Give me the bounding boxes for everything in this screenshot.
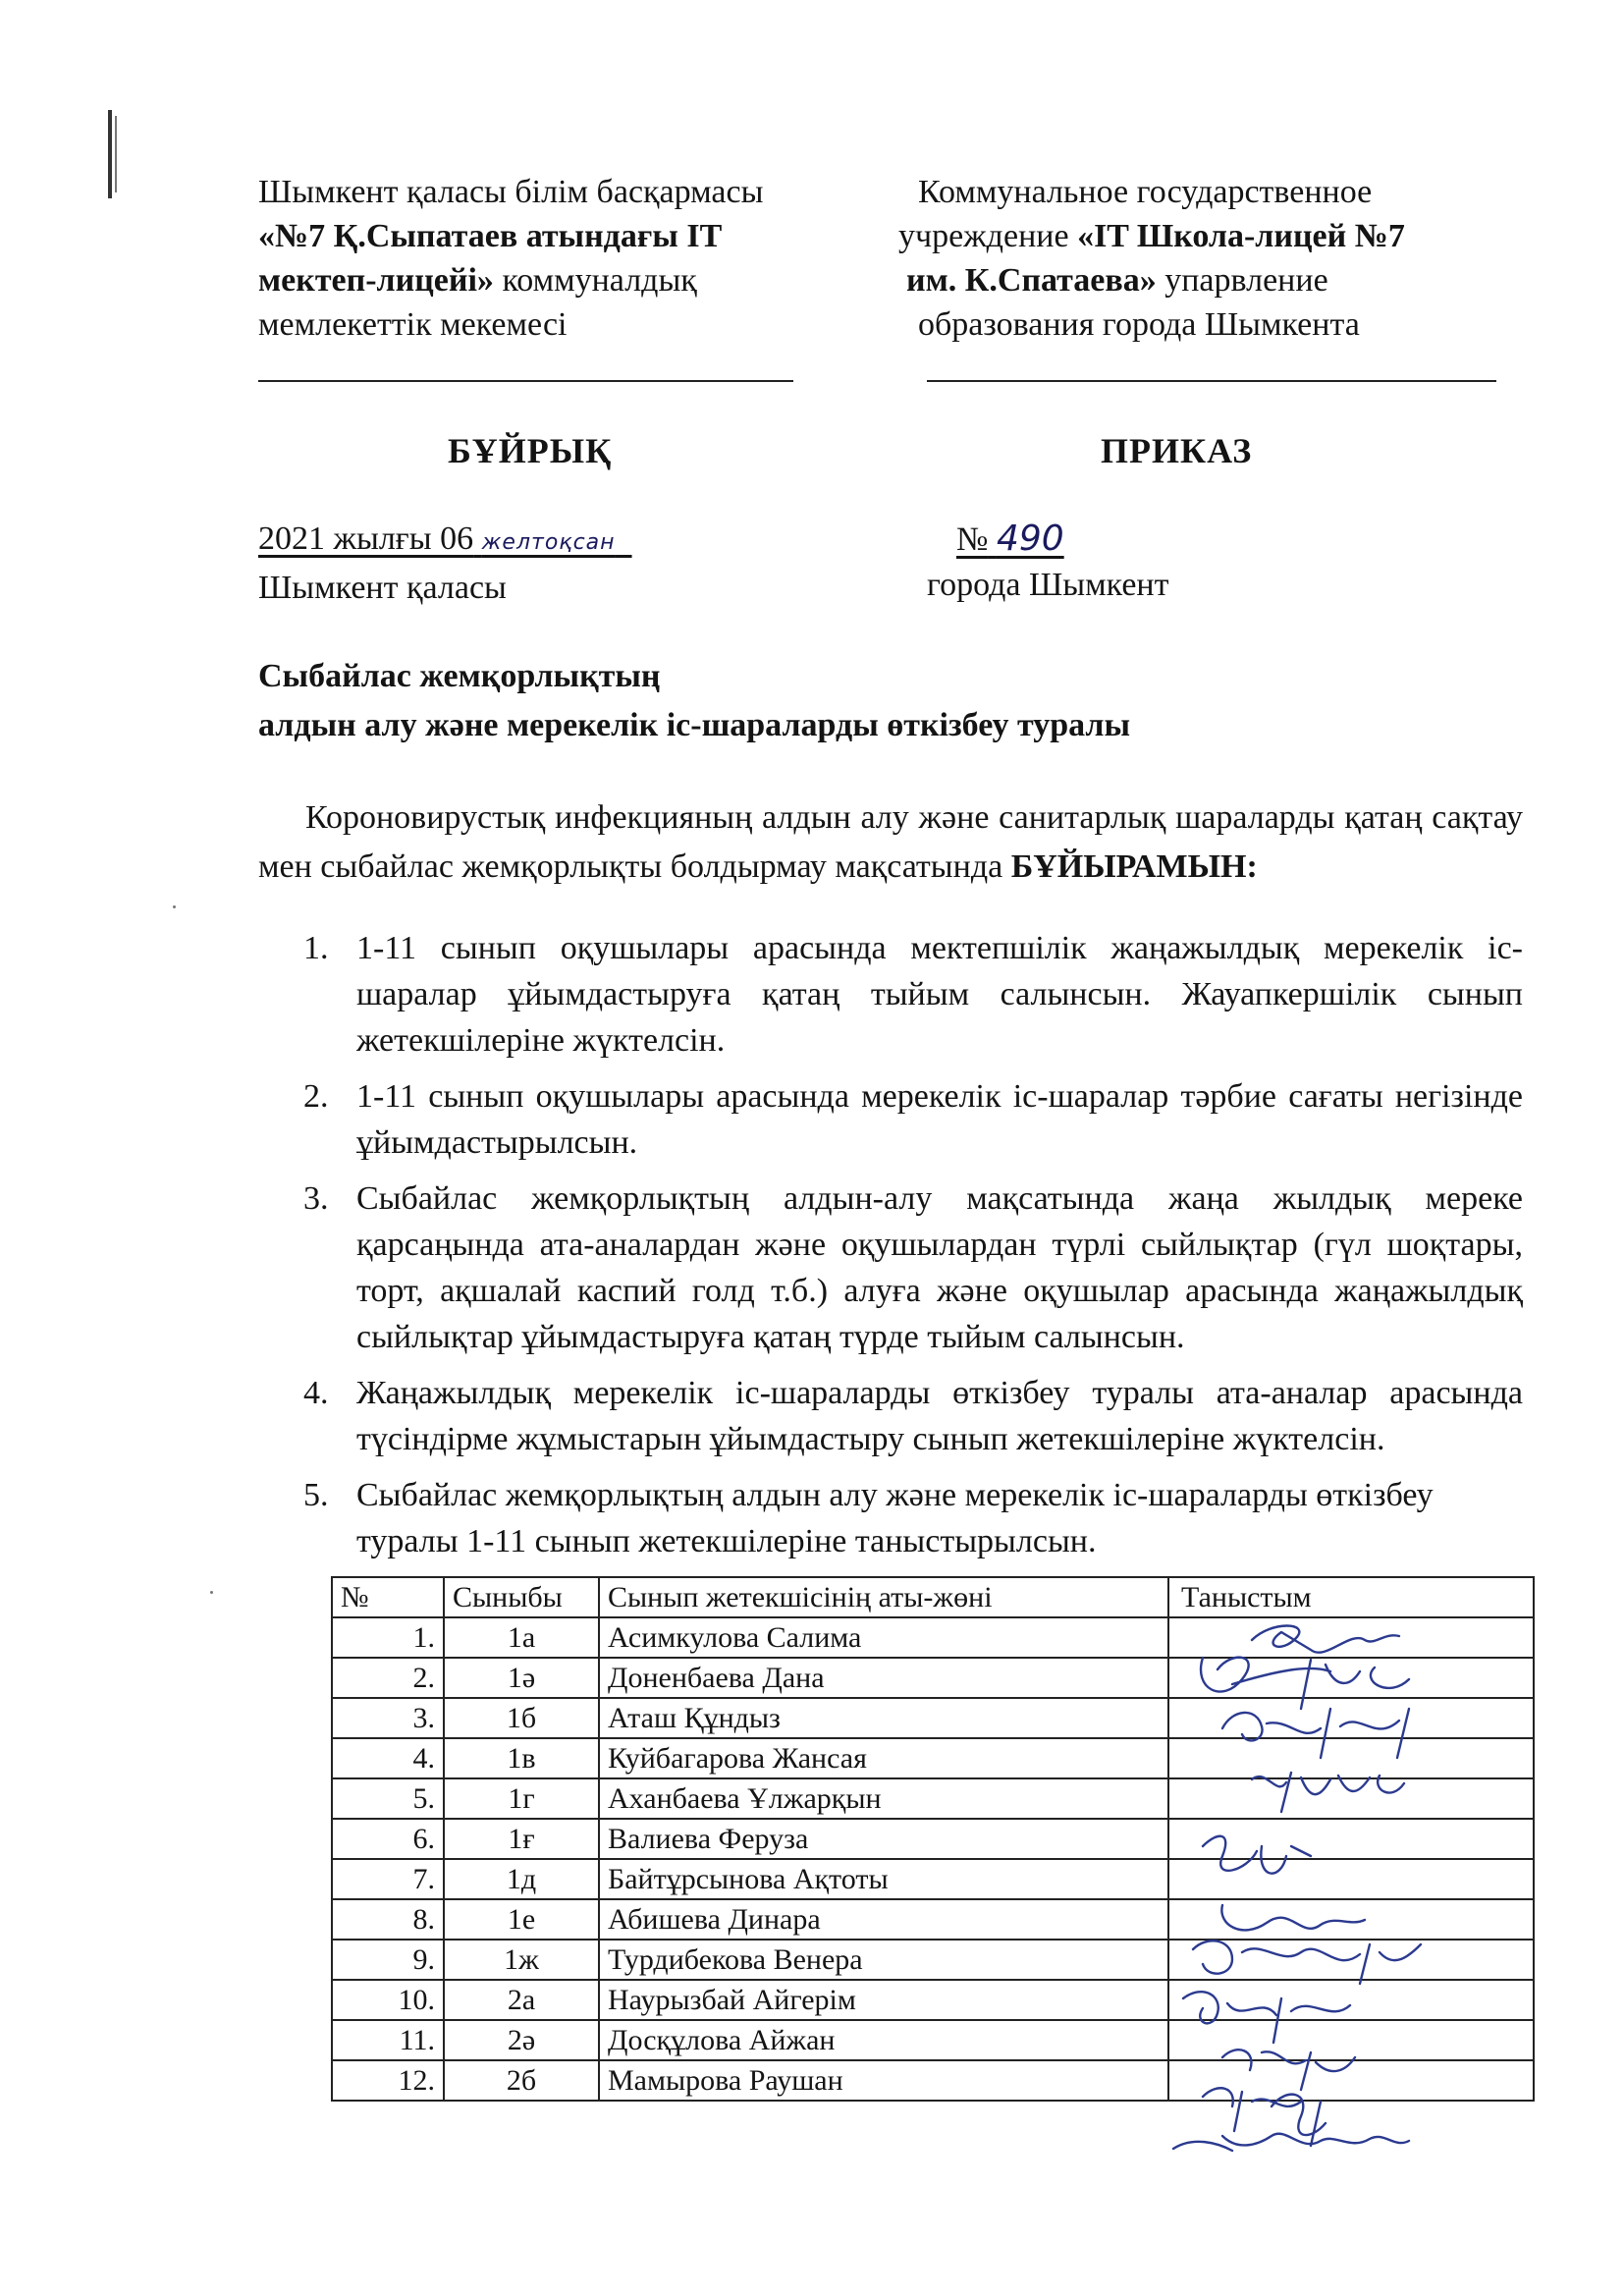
order-title-russian: ПРИКАЗ — [1101, 431, 1253, 470]
column-header-number: № — [332, 1577, 444, 1617]
order-item-number: 2. — [303, 1078, 329, 1115]
row-teacher: Турдибекова Венера — [599, 1940, 1168, 1980]
signature-7 — [1193, 1941, 1421, 1984]
signature-4 — [1252, 1773, 1404, 1812]
signature-5 — [1203, 1836, 1311, 1874]
order-date-block — [258, 517, 632, 611]
order-title-kazakh: БҰЙРЫҚ — [448, 431, 613, 470]
row-number: 6. — [332, 1819, 444, 1859]
row-class: 1ж — [444, 1940, 599, 1980]
order-date — [258, 517, 632, 566]
header-kz-school-name-end: мектеп-лицейі» — [258, 262, 494, 299]
subject-line2: алдын алу және мерекелік іс-шараларды өткізбеу туралы — [258, 707, 1131, 743]
order-item-number: 1. — [303, 930, 329, 966]
order-item-text: 1-11 сынып оқушылары арасында мерекелік іс-шаралар тәрбие сағаты негізінде ұйымдастырылсын. — [356, 1078, 1523, 1161]
order-item-text: 1-11 сынып оқушылары арасында мектепшілік жаңажылдық мерекелік іс-шаралар ұйымдастыруға қатаң тыйым салынсын. Жауапкершілік сынып жетекшілеріне жүктелсін. — [356, 930, 1523, 1059]
row-number: 7. — [332, 1859, 444, 1899]
order-number-sign: № — [956, 521, 989, 558]
order-item — [258, 925, 1523, 1064]
scan-speck — [173, 905, 176, 908]
row-teacher: Байтұрсынова Ақтоты — [599, 1859, 1168, 1899]
signature-8 — [1183, 1992, 1350, 2043]
order-date-month-handwritten: желтоқсан — [481, 530, 616, 555]
signature-1 — [1252, 1626, 1399, 1653]
row-number: 2. — [332, 1658, 444, 1698]
row-class: 1д — [444, 1859, 599, 1899]
signatures-svg — [1164, 1611, 1517, 2160]
signature-3 — [1222, 1709, 1409, 1758]
order-subject — [258, 652, 1130, 750]
order-item — [258, 1472, 1523, 1564]
signature-12 — [1173, 2134, 1409, 2151]
row-class: 1б — [444, 1698, 599, 1738]
header-ru-line2 — [898, 214, 1527, 258]
order-item-text: Сыбайлас жемқорлықтың алдын-алу мақсатында жаңа жылдық мереке қарсаңында ата-аналардан және оқушылардан түрлі сыйлықтар (гүл шоқтары, торт, ақшалай каспий голд т.б.) алуға және оқушылар арасында жаңажылдық сыйлықтар ұйымдастыруға қатаң түрде тыйым салынсын. — [356, 1180, 1523, 1355]
subject-line1: Сыбайлас жемқорлықтың — [258, 658, 661, 694]
preamble-order-word: БҰЙЫРАМЫН: — [1010, 848, 1258, 885]
row-teacher: Наурызбай Айгерім — [599, 1980, 1168, 2020]
signature-9 — [1222, 2050, 1355, 2090]
order-number-block — [927, 517, 1168, 608]
preamble-text: Короновирустық инфекцияның алдын алу және санитарлық шараларды қатаң сақтау мен сыбайлас жемқорлықты болдырмау мақсатында — [258, 799, 1523, 885]
row-teacher: Асимкулова Салима — [599, 1617, 1168, 1658]
signature-6 — [1221, 1905, 1365, 1930]
scan-binding-mark — [108, 110, 112, 198]
order-number-field — [956, 521, 1064, 558]
row-number: 8. — [332, 1899, 444, 1940]
row-class: 1в — [444, 1738, 599, 1778]
order-number — [927, 517, 1168, 563]
row-class: 1а — [444, 1617, 599, 1658]
city-russian: города Шымкент — [927, 567, 1169, 603]
row-number: 1. — [332, 1617, 444, 1658]
row-class: 2б — [444, 2060, 599, 2101]
row-number: 9. — [332, 1940, 444, 1980]
row-teacher: Мамырова Раушан — [599, 2060, 1168, 2101]
order-item-number: 4. — [303, 1375, 329, 1411]
row-teacher: Доненбаева Дана — [599, 1658, 1168, 1698]
order-item-number: 3. — [303, 1180, 329, 1217]
header-kz-line1: Шымкент қаласы білім басқармасы — [258, 174, 764, 210]
header-divider-right — [927, 380, 1496, 382]
column-header-class: Сыныбы — [444, 1577, 599, 1617]
header-ru-line3-rest: упарвление — [1156, 262, 1328, 299]
row-class: 2а — [444, 1980, 599, 2020]
city-kazakh: Шымкент қаласы — [258, 570, 507, 606]
header-kz-line3-rest: коммуналдық — [493, 262, 697, 299]
signatures-overlay — [1164, 1611, 1517, 2160]
order-preamble — [258, 793, 1523, 892]
scan-binding-mark — [115, 116, 117, 192]
header-divider-left — [258, 380, 793, 382]
row-number: 12. — [332, 2060, 444, 2101]
order-item-text: Жаңажылдық мерекелік іс-шараларды өткізбеу туралы ата-аналар арасында түсіндірме жұмыстарын ұйымдастыру сынып жетекшілеріне жүктелсін. — [356, 1375, 1523, 1457]
row-number: 11. — [332, 2020, 444, 2060]
header-ru-school-name: «IT Школа-лицей №7 — [1077, 218, 1405, 254]
row-teacher: Аханбаева Ұлжарқын — [599, 1778, 1168, 1819]
row-class: 1е — [444, 1899, 599, 1940]
order-date-prefix: 2021 жылғы 06 — [258, 520, 474, 557]
header-kz-line3 — [258, 258, 808, 302]
header-kz-line4: мемлекеттік мекемесі — [258, 306, 568, 343]
header-kazakh — [258, 170, 808, 347]
row-number: 3. — [332, 1698, 444, 1738]
header-kz-line2 — [258, 214, 808, 258]
row-number: 4. — [332, 1738, 444, 1778]
header-ru-line1: Коммунальное государственное — [918, 174, 1373, 210]
header-ru-school-name-end: им. К.Спатаева» — [906, 262, 1157, 299]
row-number: 10. — [332, 1980, 444, 2020]
header-russian — [898, 170, 1527, 347]
row-teacher: Валиева Феруза — [599, 1819, 1168, 1859]
header-ru-line2-start: учреждение — [898, 218, 1078, 254]
row-number: 5. — [332, 1778, 444, 1819]
row-class: 1г — [444, 1778, 599, 1819]
order-items — [258, 925, 1523, 1574]
row-class: 2ә — [444, 2020, 599, 2060]
row-teacher: Куйбагарова Жансая — [599, 1738, 1168, 1778]
column-header-acknowledged: Таныстым — [1168, 1577, 1534, 1617]
scan-speck — [210, 1591, 213, 1594]
row-teacher: Абишева Динара — [599, 1899, 1168, 1940]
order-item-number: 5. — [303, 1477, 329, 1513]
row-teacher: Аташ Құндыз — [599, 1698, 1168, 1738]
signature-2 — [1201, 1658, 1409, 1709]
order-item — [258, 1370, 1523, 1462]
column-header-teacher: Сынып жетекшісінің аты-жөні — [599, 1577, 1168, 1617]
order-item — [258, 1175, 1523, 1360]
order-item — [258, 1073, 1523, 1166]
row-class: 1ә — [444, 1658, 599, 1698]
header-ru-line3 — [898, 258, 1527, 302]
row-class: 1ғ — [444, 1819, 599, 1859]
row-teacher: Досқұлова Айжан — [599, 2020, 1168, 2060]
order-item-text: Сыбайлас жемқорлықтың алдын алу және мерекелік іс-шараларды өткізбеу туралы 1-11 сынып жетекшілеріне таныстырылсын. — [356, 1477, 1434, 1559]
header-ru-line4: образования города Шымкента — [918, 306, 1360, 343]
header-kz-school-name: «№7 Қ.Сыпатаев атындағы IT — [258, 218, 723, 254]
order-number-handwritten: 490 — [996, 519, 1064, 559]
